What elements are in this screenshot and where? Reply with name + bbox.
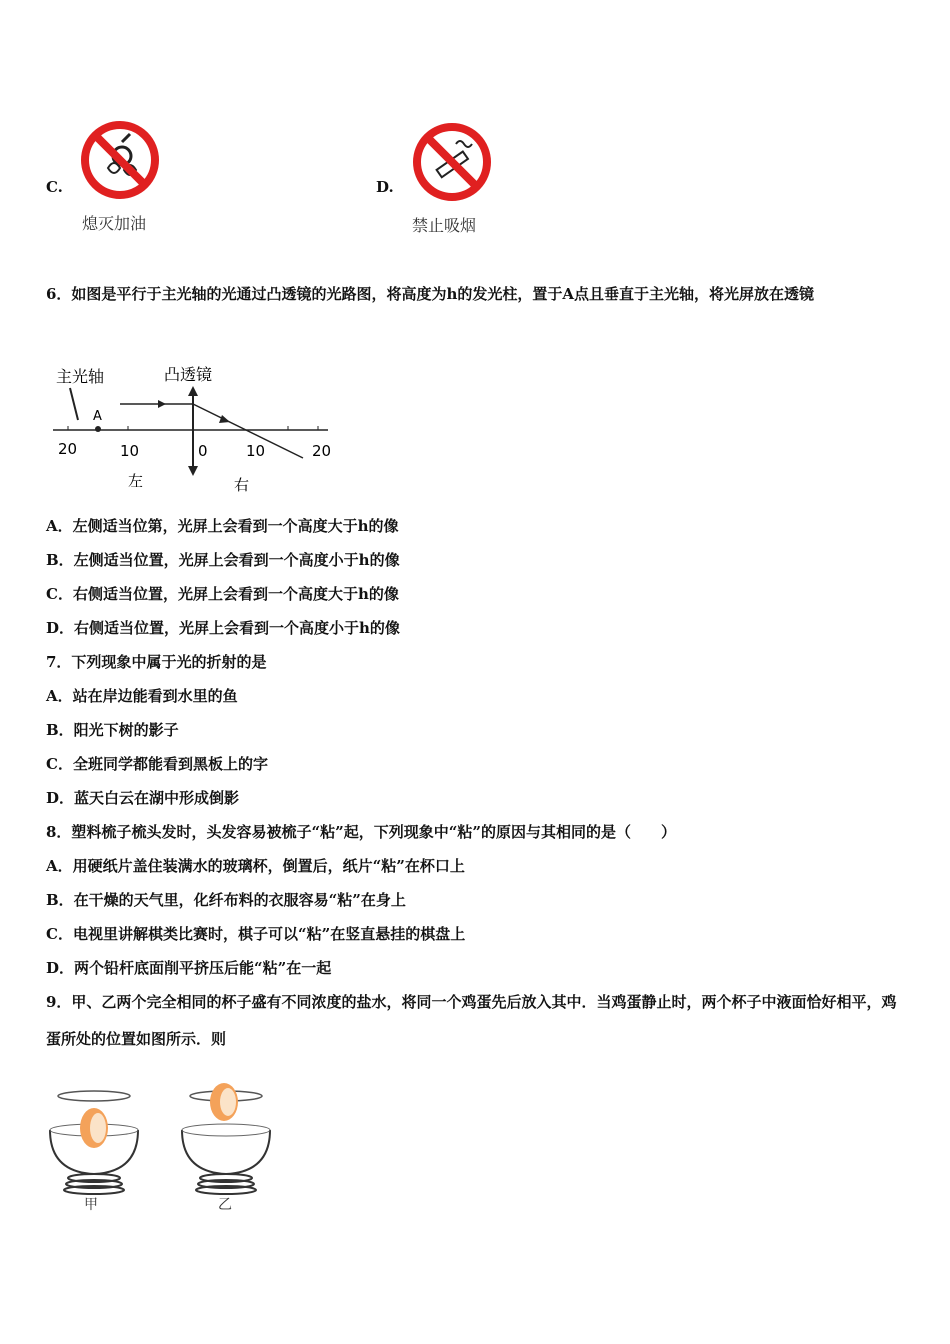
q7-option-b: B．阳光下树的影子 [46,721,179,739]
question-8-text: 8．塑料梳子梳头发时，头发容易被梳子“粘”起，下列现象中“粘”的原因与其相同的是（ ） [46,823,676,841]
q8-option-d: D．两个铅杆底面削平挤压后能“粘”在一起 [46,959,332,977]
q8-option-a: A．用硬纸片盖住装满水的玻璃杯，倒置后，纸片“粘”在杯口上 [46,857,465,875]
lens-ray-diagram [48,362,348,500]
tick-label: 20 [312,442,332,460]
left-label: 左 [128,472,144,490]
lens-label: 凸透镜 [164,365,213,384]
tick-label: 10 [246,442,266,460]
q6-option-a: A．左侧适当位第，光屏上会看到一个高度大于h的像 [46,517,399,535]
option-d-caption: 禁止吸烟 [412,216,477,235]
q8-option-b: B．在干燥的天气里，化纤布料的衣服容易“粘”在身上 [46,891,406,909]
option-c-label: C. [46,178,63,196]
egg-cups-illustration [44,1072,284,1217]
q6-option-d: D．右侧适当位置，光屏上会看到一个高度小于h的像 [46,619,400,637]
no-smoking-sign [410,120,494,208]
tick-label: 20 [58,440,78,458]
option-c-caption: 熄灭加油 [82,214,147,233]
right-label: 右 [234,476,250,494]
cups-figure [44,1072,284,1221]
cup-left-label: 甲 [84,1197,98,1213]
no-smoking-icon [410,120,494,204]
cup-right-label: 乙 [218,1197,232,1213]
q7-option-c: C．全班同学都能看到黑板上的字 [46,755,268,773]
question-9-text: 9．甲、乙两个完全相同的杯子盛有不同浓度的盐水，将同一个鸡蛋先后放入其中．当鸡蛋静止时，两个杯子中液面恰好相平，鸡蛋所处的位置如图所示．则 [46,993,897,1048]
tick-label: 10 [120,442,140,460]
option-d-label: D. [376,178,394,196]
q6-option-c: C．右侧适当位置，光屏上会看到一个高度大于h的像 [46,585,399,603]
point-a-label: A [93,409,102,424]
axis-label: 主光轴 [56,367,105,386]
question-6-text: 6．如图是平行于主光轴的光通过凸透镜的光路图，将高度为h的发光柱，置于A点且垂直于主光轴，将光屏放在透镜 [46,285,814,303]
q8-option-c: C．电视里讲解棋类比赛时，棋子可以“粘”在竖直悬挂的棋盘上 [46,925,466,943]
q7-option-a: A．站在岸边能看到水里的鱼 [46,687,238,705]
question-7-text: 7．下列现象中属于光的折射的是 [46,653,267,671]
tick-label: 0 [198,442,208,460]
no-refuel-icon [78,118,162,202]
q7-option-d: D．蓝天白云在湖中形成倒影 [46,789,240,807]
no-refueling-sign [78,118,162,206]
lens-diagram [48,362,348,504]
q6-option-b: B．左侧适当位置，光屏上会看到一个高度小于h的像 [46,551,400,569]
